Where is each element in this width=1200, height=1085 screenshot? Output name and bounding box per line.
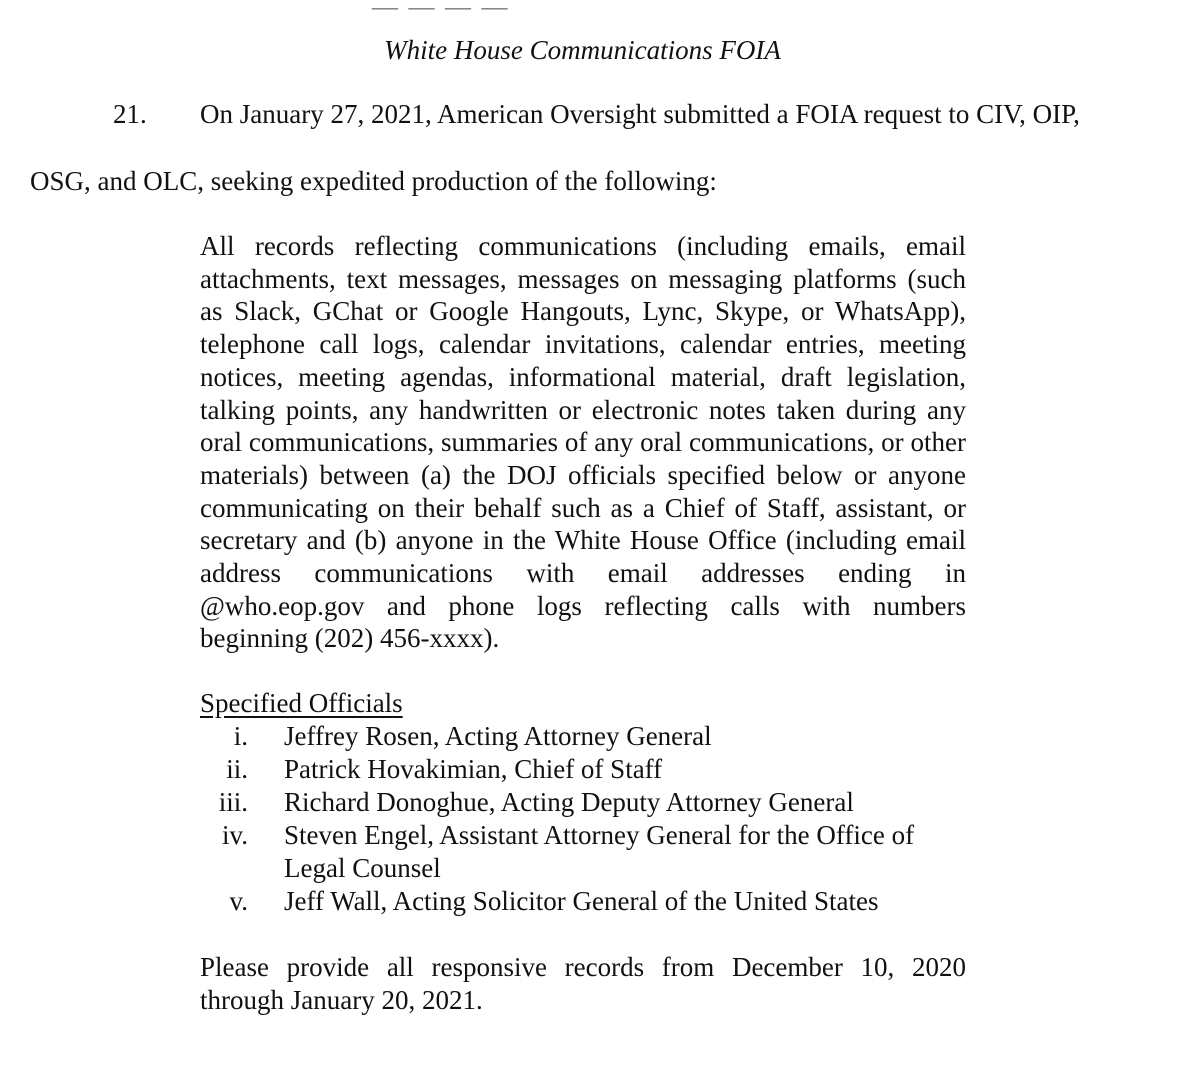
official-item [200,720,980,753]
official-number: iv. [222,820,248,850]
official-item [200,786,980,819]
cropped-text-fragment: — — — — [372,0,510,21]
official-name: Richard Donoghue, Acting Deputy Attorney General [284,787,854,817]
official-number: iii. [218,787,248,817]
paragraph-text-line-1: On January 27, 2021, American Oversight submitted a FOIA request to CIV, OIP, [200,99,1080,129]
official-number: i. [233,721,248,751]
closing-paragraph: Please provide all responsive records from December 10, 2020 through January 20, 2021. [200,952,966,1015]
official-number: v. [229,886,248,916]
foia-request-text: All records reflecting communications (including emails, email attachments, text messages, messages on messaging platforms (such as Slack, GChat or Google Hangouts, Lync, Skype, or WhatsApp), telephone call logs, calendar invitations, calendar entries, meeting notices, meeting agendas, informational material, draft legislation, talking points, any handwritten or electronic notes taken during any oral communications, summaries of any oral communications, or other materials) between (a) the DOJ officials specified below or anyone communicating on their behalf such as a Chief of Staff, assistant, or secretary and (b) anyone in the White House Office (including email address communications with email addresses ending in @who.eop.gov and phone logs reflecting calls with numbers beginning (202) 456-xxxx). [200,231,966,654]
official-number: ii. [226,754,248,784]
official-item [200,885,980,918]
officials-title: Specified Officials [200,688,403,718]
official-name: Patrick Hovakimian, Chief of Staff [284,754,663,784]
official-item [200,819,980,885]
section-heading: White House Communications FOIA [384,35,781,65]
official-name: Jeffrey Rosen, Acting Attorney General [284,721,712,751]
official-name: Steven Engel, Assistant Attorney General for the Office of Legal Counsel [284,820,915,883]
paragraph-number: 21. [113,99,147,129]
paragraph-text-line-2: OSG, and OLC, seeking expedited production of the following: [30,166,717,196]
officials-list [200,720,980,918]
official-item [200,753,980,786]
official-name: Jeff Wall, Acting Solicitor General of the United States [284,886,879,916]
